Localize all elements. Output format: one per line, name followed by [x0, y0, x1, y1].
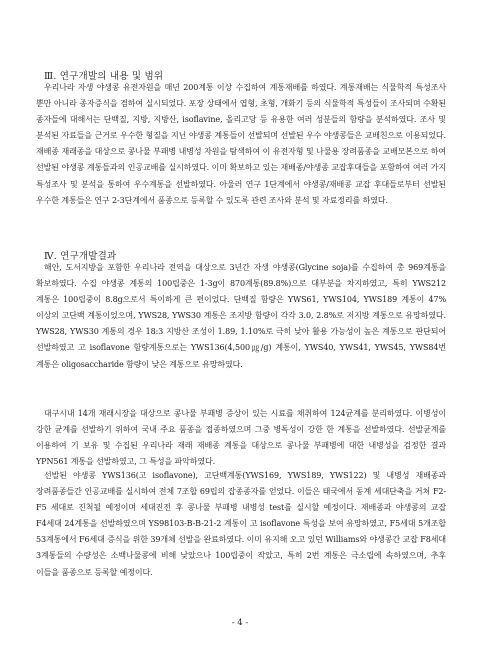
section-3-heading: Ⅲ. 연구개발의 내용 및 범위 — [44, 71, 164, 82]
section-4-heading: Ⅳ. 연구개발결과 — [44, 251, 117, 262]
page-number: - 4 - — [231, 618, 249, 628]
section-3-paragraph: 우리나라 자생 야생콩 유전자원을 매년 200계통 이상 수집하여 계통재배를 하였다. 계통재배는 식물학적 특성조사 뿐만 아니라 종자증식을 겸하여 실시되었다. 포장 상태에서 엽형, 초형, 개화기 등의 식물학적 특성들이 조사되며 수확된 종자들에 대해서는 단백질, 지방, 지방산, isoflavine, 올리고당 등 유용한 여러 성분들의 함량을 분석하였다. 조사 및 분석된 자료들을 근거로 우수한 형질을 지닌 야생콩 계통들이 선발되며 선발된 우수 야생콩들은 교배친으로 이용되었다. 재배종 재래종을 대상으로 콩나물 부패병 내병성 자원을 탐색하여 이 유전자형 및 나물용 장려품종을 교배모본으로 하여 선발된 야생콩 계통들과의 인공교배를 실시하였다. 이미 확보하고 있는 재배종/야생종 교잡후대들을 포함하여 여러 가지 특성조사 및 분석을 통하여 우수계통을 선발하였다. 아울러 연구 1단계에서 야생콩/재배콩 교잡 후대들로부터 선발된 우수한 계통들은 연구 2-3단계에서 품종으로 등록할 수 있도록 관련 조사와 분석 및 자료정리를 하였다. — [36, 83, 446, 205]
section-4-paragraph-3: 선발된 야생콩 YWS136(고 isoflavone), 고단백계통(YWS169, YWS189, YWS122) 및 내병성 재배종과 장려품종들간 인공교배를 실시하여 전체 7조합 69립의 잡종종자를 얻었다. 이들은 태국에서 동계 세대단축을 거쳐 F2-F5 세대로 진척될 예정이며 세대진전 후 콩나물 부패병 내병성 test를 실시할 예정이다. 재배종과 야생콩의 교잡 F4세대 24계통을 선발하였으며 YS98103-B-B-21-2 계통이 고 isoflavone 특성을 보여 유망하였고, F5세대 5개조합 53계통에서 F6세대 증식을 위한 39개체 선발을 완료하였다. 이미 유지해 오고 있던 Williams와 야생콩간 교잡 F8세대 3계통들의 수량성은 소백나물콩에 비해 낮았으나 100립중이 작았고, 특히 2번 계통은 극소립에 속하였으며, 추후 이들을 품종으로 등록할 예정이다. — [36, 471, 446, 577]
section-4-paragraph-1: 해안, 도서지방을 포함한 우리나라 전역을 대상으로 3년간 자생 야생콩(Glycine soja)를 수집하여 총 969계통을 확보하였다. 수집 야생콩 계통의 100립중은 1-3g이 870계통(89.8%)으로 대부분을 차지하였고, 특히 YWS212 계통은 100립중이 8.8g으로서 특이하게 큰 편이었다. 단백질 함량은 YWS61, YWS104, YWS189 계통이 47% 이상의 고단백 계통이었으며, YWS28, YWS30 계통은 조지방 함량이 각각 3.0, 2.8%로 저지방 계통으로 유망하였다. YWS28, YWS30 계통의 경우 18:3 지방산 조성이 1.89, 1.10%로 극히 낮아 활용 가능성이 높은 계통으로 판단되어 선발하였고 고 isoflavone 함량계통으로는 YWS136(4,500㎍/g) 계통이, YWS40, YWS41, YWS45, YWS84번 계통은 oligosaccharide 함량이 낮은 계통으로 유망하였다. — [36, 263, 446, 369]
section-4-paragraph-2: 대구시내 14개 재래시장을 대상으로 콩나물 부패병 증상이 있는 시료를 채취하여 124균계를 분리하였다. 이병성이 강한 균계를 선발하기 위하여 국내 주요 품종을 접종하였으며 그중 병독성이 강한 한 계통을 선발하였다. 선발균계를 이용하여 기 보유 및 수집된 우리나라 재래 재배종 계통을 대상으로 콩나물 부패병에 대한 내병성을 검정한 결과 YPN561 계통을 선발하였고, 그 특성을 파악하였다. — [36, 409, 446, 467]
